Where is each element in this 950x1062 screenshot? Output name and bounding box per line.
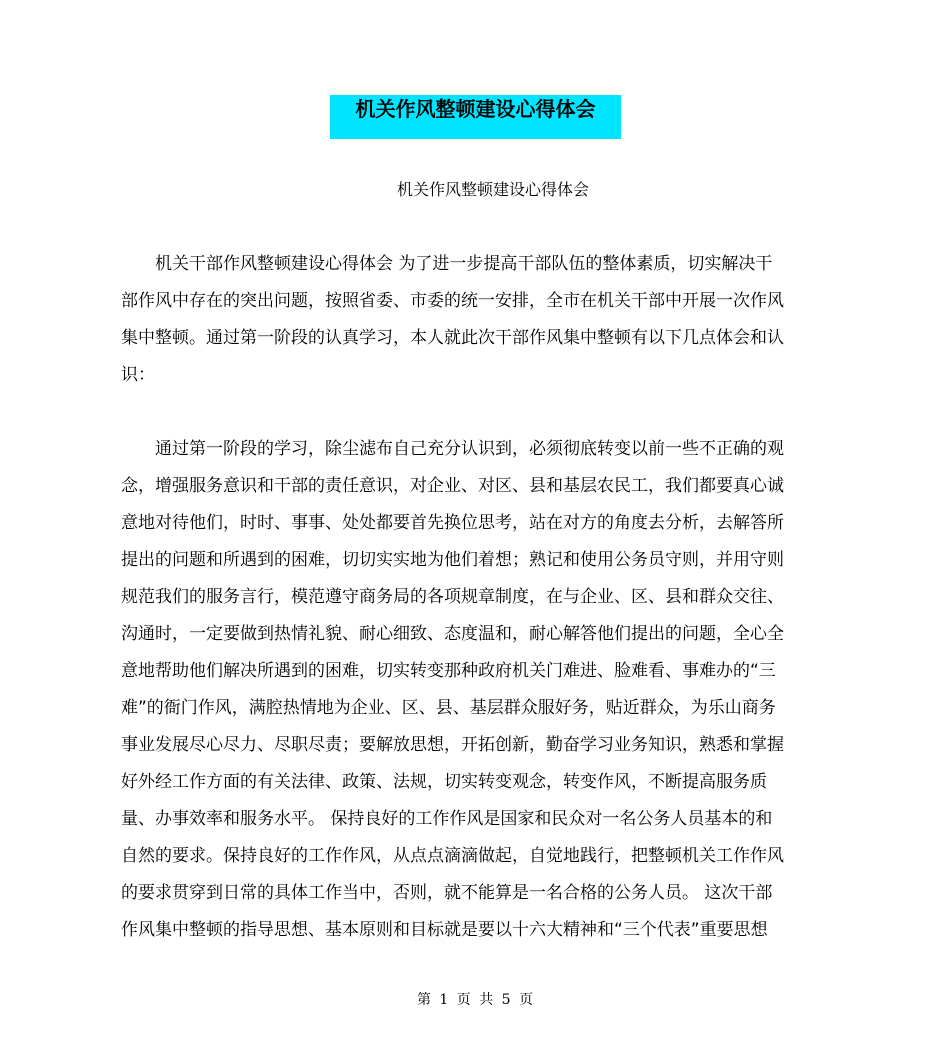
document-body (121, 246, 841, 949)
paragraph-1-line: 识： (121, 365, 155, 385)
paragraph-2-line: 提出的问题和所遇到的困难，切切实实地为他们着想；熟记和使用公务员守则，并用守则 (121, 550, 784, 570)
paragraph-2-line: 沟通时，一定要做到热情礼貌、耐心细致、态度温和，耐心解答他们提出的问题，全心全 (121, 624, 784, 644)
document-title: 机关作风整顿建设心得体会 (355, 97, 596, 121)
document-subtitle: 机关作风整顿建设心得体会 (396, 180, 589, 199)
paragraph-2-line: 自然的要求。保持良好的工作作风，从点点滴滴做起，自觉地践行，把整顿机关工作作风 (121, 846, 784, 866)
paragraph-2-line: 难”的衙门作风，满腔热情地为企业、区、县、基层群众服好务，贴近群众，为乐山商务 (121, 698, 776, 718)
paragraph-1-line: 机关干部作风整顿建设心得体会 为了进一步提高干部队伍的整体素质，切实解决干 (121, 254, 773, 274)
paragraph-2-line: 好外经工作方面的有关法律、政策、法规，切实转变观念，转变作风，不断提高服务质 (121, 772, 767, 792)
paragraph-1-line: 部作风中存在的突出问题，按照省委、市委的统一安排，全市在机关干部中开展一次作风 (121, 291, 784, 311)
paragraph-2-line: 作风集中整顿的指导思想、基本原则和目标就是要以十六大精神和“三个代表”重要思想 (121, 920, 768, 940)
paragraph-gap (121, 394, 841, 431)
paragraph-2-line: 的要求贯穿到日常的具体工作当中，否则，就不能算是一名合格的公务人员。 这次干部 (121, 883, 773, 903)
paragraph-2-line: 意地对待他们，时时、事事、处处都要首先换位思考，站在对方的角度去分析，去解答所 (121, 513, 784, 533)
paragraph-2-line: 念，增强服务意识和干部的责任意识，对企业、对区、县和基层农民工，我们都要真心诚 (121, 476, 784, 496)
paragraph-2-line: 通过第一阶段的学习，除尘滤布自己充分认识到，必须彻底转变以前一些不正确的观 (121, 439, 784, 459)
paragraph-1-line: 集中整顿。通过第一阶段的认真学习，本人就此次干部作风集中整顿有以下几点体会和认 (121, 328, 784, 348)
paragraph-2-line: 规范我们的服务言行，模范遵守商务局的各项规章制度，在与企业、区、县和群众交往、 (121, 587, 784, 607)
title-highlight (330, 95, 621, 139)
paragraph-2-line: 意地帮助他们解决所遇到的困难，切实转变那种政府机关门难进、脸难看、事难办的“三 (121, 661, 776, 681)
paragraph-2-line: 量、办事效率和服务水平。 保持良好的工作作风是国家和民众对一名公务人员基本的和 (121, 809, 773, 829)
paragraph-2-line: 事业发展尽心尽力、尽职尽责；要解放思想，开拓创新，勤奋学习业务知识，熟悉和掌握 (121, 735, 784, 755)
page-number-footer: 第 1 页 共 5 页 (416, 992, 534, 1008)
